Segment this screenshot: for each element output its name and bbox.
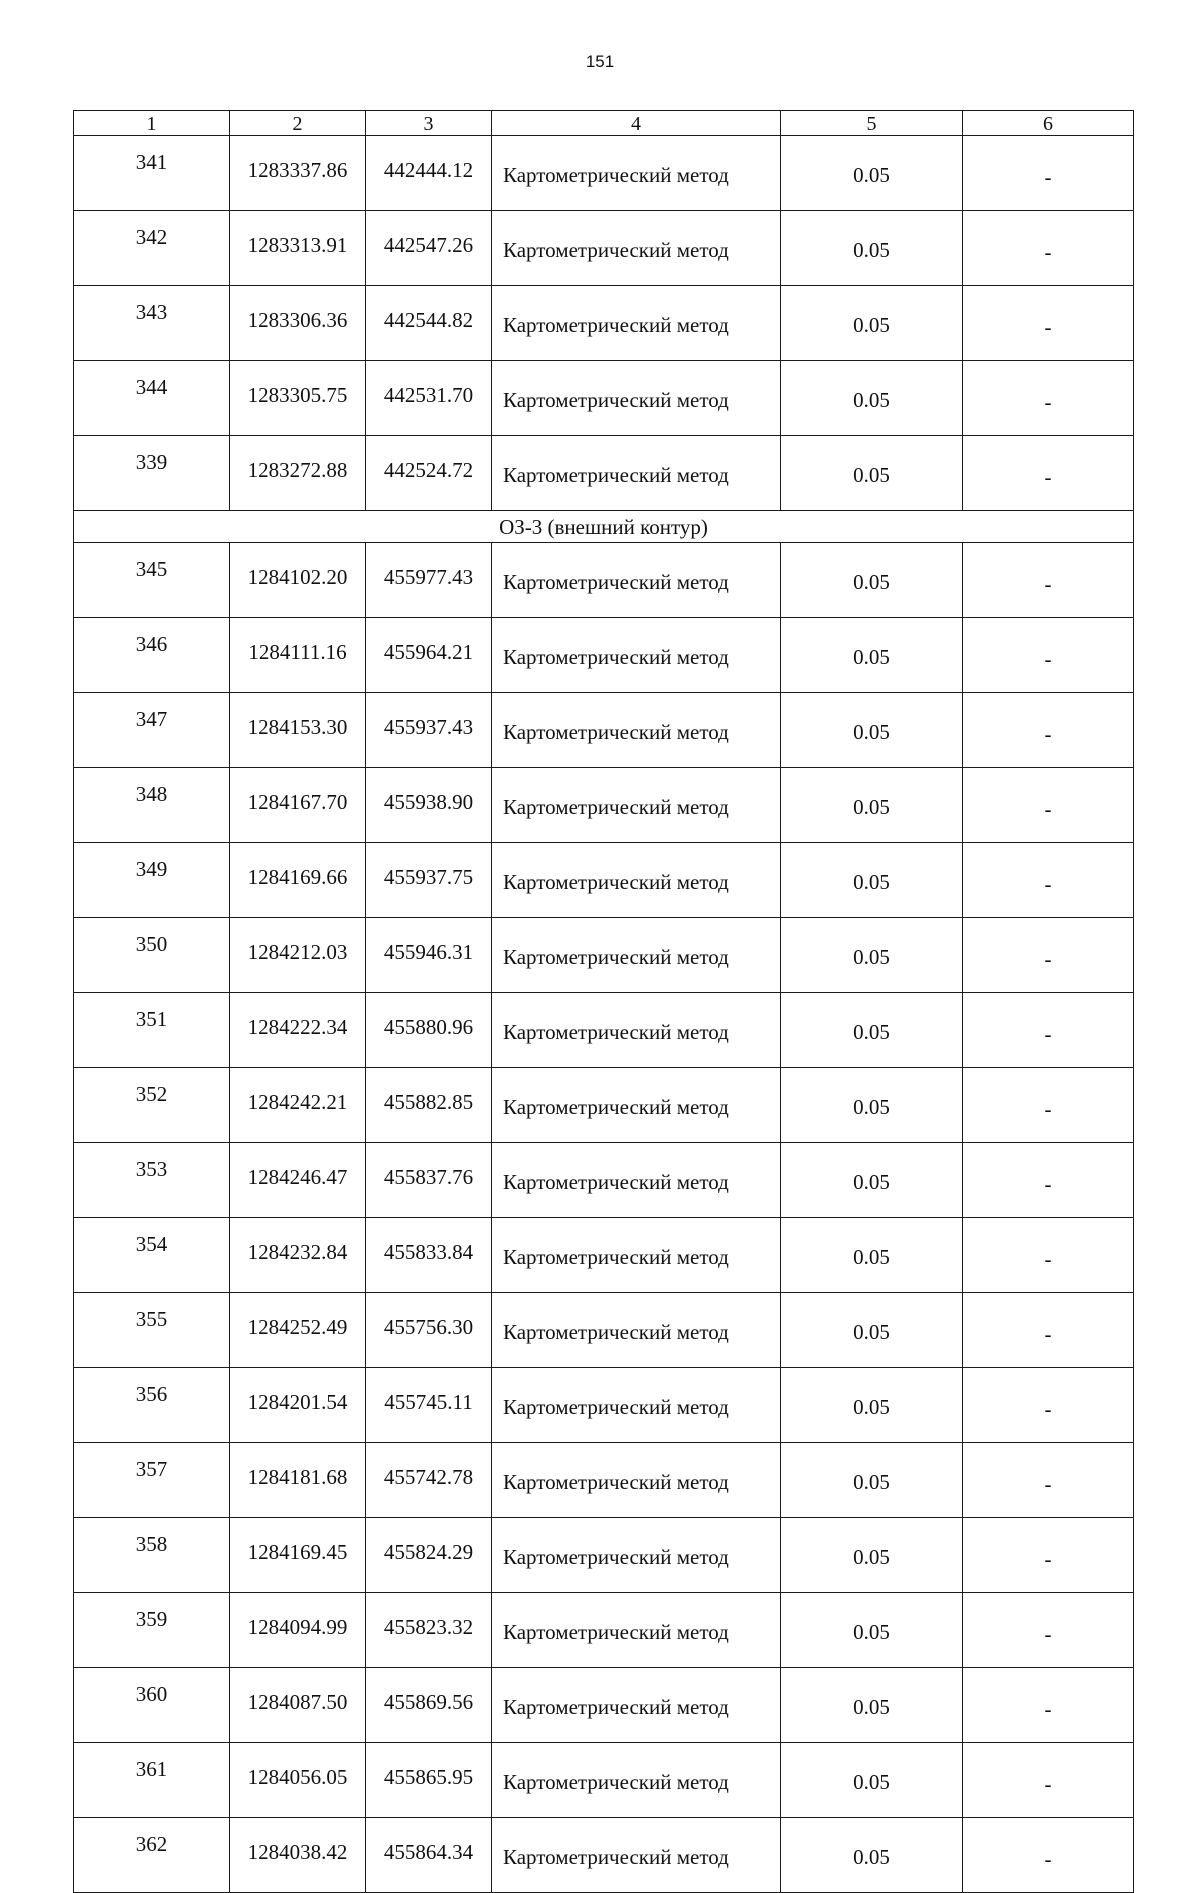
y-coordinate-cell: 455937.43 xyxy=(366,693,492,768)
y-coordinate-cell: 455977.43 xyxy=(366,543,492,618)
table-row xyxy=(74,618,1134,693)
method-cell: Картометрический метод xyxy=(492,543,781,618)
note-cell: - xyxy=(963,361,1134,436)
x-coordinate-cell: 1284111.16 xyxy=(230,618,366,693)
note-cell: - xyxy=(963,768,1134,843)
method-cell: Картометрический метод xyxy=(492,436,781,511)
note-cell: - xyxy=(963,1143,1134,1218)
y-coordinate-cell: 455937.75 xyxy=(366,843,492,918)
y-coordinate-cell: 442444.12 xyxy=(366,136,492,211)
note-cell: - xyxy=(963,1818,1134,1893)
accuracy-cell: 0.05 xyxy=(781,843,963,918)
note-cell: - xyxy=(963,543,1134,618)
point-number-cell: 341 xyxy=(74,136,230,211)
x-coordinate-cell: 1284094.99 xyxy=(230,1593,366,1668)
table-row xyxy=(74,918,1134,993)
method-cell: Картометрический метод xyxy=(492,843,781,918)
accuracy-cell: 0.05 xyxy=(781,618,963,693)
table-body xyxy=(74,111,1134,1893)
note-cell: - xyxy=(963,1368,1134,1443)
method-cell: Картометрический метод xyxy=(492,1293,781,1368)
point-number-cell: 355 xyxy=(74,1293,230,1368)
point-number-cell: 362 xyxy=(74,1818,230,1893)
method-cell: Картометрический метод xyxy=(492,693,781,768)
point-number-cell: 358 xyxy=(74,1518,230,1593)
accuracy-cell: 0.05 xyxy=(781,1143,963,1218)
point-number-cell: 339 xyxy=(74,436,230,511)
table-row xyxy=(74,361,1134,436)
y-coordinate-cell: 442524.72 xyxy=(366,436,492,511)
note-cell: - xyxy=(963,918,1134,993)
x-coordinate-cell: 1284222.34 xyxy=(230,993,366,1068)
method-cell: Картометрический метод xyxy=(492,1668,781,1743)
accuracy-cell: 0.05 xyxy=(781,286,963,361)
accuracy-cell: 0.05 xyxy=(781,1443,963,1518)
point-number-cell: 353 xyxy=(74,1143,230,1218)
method-cell: Картометрический метод xyxy=(492,1368,781,1443)
accuracy-cell: 0.05 xyxy=(781,1668,963,1743)
accuracy-cell: 0.05 xyxy=(781,768,963,843)
table-row xyxy=(74,993,1134,1068)
accuracy-cell: 0.05 xyxy=(781,693,963,768)
point-number-cell: 347 xyxy=(74,693,230,768)
x-coordinate-cell: 1284087.50 xyxy=(230,1668,366,1743)
method-cell: Картометрический метод xyxy=(492,918,781,993)
point-number-cell: 356 xyxy=(74,1368,230,1443)
section-title: ОЗ-3 (внешний контур) xyxy=(74,511,1134,543)
header-cell: 4 xyxy=(492,111,781,136)
point-number-cell: 354 xyxy=(74,1218,230,1293)
method-cell: Картометрический метод xyxy=(492,286,781,361)
point-number-cell: 357 xyxy=(74,1443,230,1518)
y-coordinate-cell: 455824.29 xyxy=(366,1518,492,1593)
header-cell: 1 xyxy=(74,111,230,136)
y-coordinate-cell: 455946.31 xyxy=(366,918,492,993)
x-coordinate-cell: 1283337.86 xyxy=(230,136,366,211)
x-coordinate-cell: 1284102.20 xyxy=(230,543,366,618)
method-cell: Картометрический метод xyxy=(492,1218,781,1293)
method-cell: Картометрический метод xyxy=(492,1743,781,1818)
point-number-cell: 342 xyxy=(74,211,230,286)
note-cell: - xyxy=(963,1068,1134,1143)
method-cell: Картометрический метод xyxy=(492,211,781,286)
note-cell: - xyxy=(963,1443,1134,1518)
page-number: 151 xyxy=(585,52,615,71)
method-cell: Картометрический метод xyxy=(492,618,781,693)
accuracy-cell: 0.05 xyxy=(781,136,963,211)
x-coordinate-cell: 1283313.91 xyxy=(230,211,366,286)
point-number-cell: 350 xyxy=(74,918,230,993)
header-cell: 6 xyxy=(963,111,1134,136)
table-row xyxy=(74,693,1134,768)
method-cell: Картометрический метод xyxy=(492,361,781,436)
y-coordinate-cell: 455964.21 xyxy=(366,618,492,693)
point-number-cell: 349 xyxy=(74,843,230,918)
method-cell: Картометрический метод xyxy=(492,1818,781,1893)
y-coordinate-cell: 455837.76 xyxy=(366,1143,492,1218)
table-row xyxy=(74,286,1134,361)
y-coordinate-cell: 442544.82 xyxy=(366,286,492,361)
table-row xyxy=(74,1218,1134,1293)
section-row xyxy=(74,511,1134,543)
note-cell: - xyxy=(963,693,1134,768)
accuracy-cell: 0.05 xyxy=(781,1068,963,1143)
method-cell: Картометрический метод xyxy=(492,1068,781,1143)
x-coordinate-cell: 1283306.36 xyxy=(230,286,366,361)
coordinates-table xyxy=(73,110,1134,1893)
note-cell: - xyxy=(963,993,1134,1068)
point-number-cell: 348 xyxy=(74,768,230,843)
point-number-cell: 345 xyxy=(74,543,230,618)
x-coordinate-cell: 1284038.42 xyxy=(230,1818,366,1893)
y-coordinate-cell: 455833.84 xyxy=(366,1218,492,1293)
accuracy-cell: 0.05 xyxy=(781,361,963,436)
accuracy-cell: 0.05 xyxy=(781,1593,963,1668)
y-coordinate-cell: 455938.90 xyxy=(366,768,492,843)
y-coordinate-cell: 455869.56 xyxy=(366,1668,492,1743)
point-number-cell: 344 xyxy=(74,361,230,436)
x-coordinate-cell: 1283305.75 xyxy=(230,361,366,436)
note-cell: - xyxy=(963,618,1134,693)
accuracy-cell: 0.05 xyxy=(781,1818,963,1893)
y-coordinate-cell: 455864.34 xyxy=(366,1818,492,1893)
table-row xyxy=(74,1068,1134,1143)
y-coordinate-cell: 455880.96 xyxy=(366,993,492,1068)
table-row xyxy=(74,1818,1134,1893)
x-coordinate-cell: 1284056.05 xyxy=(230,1743,366,1818)
point-number-cell: 346 xyxy=(74,618,230,693)
accuracy-cell: 0.05 xyxy=(781,918,963,993)
x-coordinate-cell: 1284242.21 xyxy=(230,1068,366,1143)
y-coordinate-cell: 442547.26 xyxy=(366,211,492,286)
method-cell: Картометрический метод xyxy=(492,1593,781,1668)
y-coordinate-cell: 455882.85 xyxy=(366,1068,492,1143)
accuracy-cell: 0.05 xyxy=(781,1293,963,1368)
y-coordinate-cell: 455823.32 xyxy=(366,1593,492,1668)
method-cell: Картометрический метод xyxy=(492,136,781,211)
table-row xyxy=(74,1593,1134,1668)
header-row xyxy=(74,111,1134,136)
table-row xyxy=(74,1143,1134,1218)
table-row xyxy=(74,543,1134,618)
method-cell: Картометрический метод xyxy=(492,1518,781,1593)
note-cell: - xyxy=(963,843,1134,918)
x-coordinate-cell: 1284252.49 xyxy=(230,1293,366,1368)
note-cell: - xyxy=(963,136,1134,211)
accuracy-cell: 0.05 xyxy=(781,1368,963,1443)
table-row xyxy=(74,1668,1134,1743)
table-row xyxy=(74,211,1134,286)
accuracy-cell: 0.05 xyxy=(781,993,963,1068)
x-coordinate-cell: 1284169.66 xyxy=(230,843,366,918)
table-row xyxy=(74,136,1134,211)
header-cell: 3 xyxy=(366,111,492,136)
method-cell: Картометрический метод xyxy=(492,1443,781,1518)
point-number-cell: 352 xyxy=(74,1068,230,1143)
note-cell: - xyxy=(963,286,1134,361)
accuracy-cell: 0.05 xyxy=(781,1218,963,1293)
accuracy-cell: 0.05 xyxy=(781,543,963,618)
accuracy-cell: 0.05 xyxy=(781,1743,963,1818)
y-coordinate-cell: 455745.11 xyxy=(366,1368,492,1443)
accuracy-cell: 0.05 xyxy=(781,211,963,286)
method-cell: Картометрический метод xyxy=(492,1143,781,1218)
point-number-cell: 360 xyxy=(74,1668,230,1743)
accuracy-cell: 0.05 xyxy=(781,1518,963,1593)
note-cell: - xyxy=(963,1668,1134,1743)
y-coordinate-cell: 455865.95 xyxy=(366,1743,492,1818)
method-cell: Картометрический метод xyxy=(492,768,781,843)
note-cell: - xyxy=(963,1293,1134,1368)
table-row xyxy=(74,843,1134,918)
point-number-cell: 343 xyxy=(74,286,230,361)
table-row xyxy=(74,1518,1134,1593)
note-cell: - xyxy=(963,211,1134,286)
point-number-cell: 359 xyxy=(74,1593,230,1668)
y-coordinate-cell: 455742.78 xyxy=(366,1443,492,1518)
y-coordinate-cell: 455756.30 xyxy=(366,1293,492,1368)
x-coordinate-cell: 1284212.03 xyxy=(230,918,366,993)
x-coordinate-cell: 1284246.47 xyxy=(230,1143,366,1218)
table-row xyxy=(74,1443,1134,1518)
x-coordinate-cell: 1283272.88 xyxy=(230,436,366,511)
point-number-cell: 351 xyxy=(74,993,230,1068)
note-cell: - xyxy=(963,1593,1134,1668)
method-cell: Картометрический метод xyxy=(492,993,781,1068)
note-cell: - xyxy=(963,1218,1134,1293)
table-row xyxy=(74,1293,1134,1368)
table-row xyxy=(74,436,1134,511)
x-coordinate-cell: 1284169.45 xyxy=(230,1518,366,1593)
header-cell: 2 xyxy=(230,111,366,136)
note-cell: - xyxy=(963,436,1134,511)
accuracy-cell: 0.05 xyxy=(781,436,963,511)
x-coordinate-cell: 1284232.84 xyxy=(230,1218,366,1293)
table-row xyxy=(74,1743,1134,1818)
note-cell: - xyxy=(963,1743,1134,1818)
table-row xyxy=(74,768,1134,843)
y-coordinate-cell: 442531.70 xyxy=(366,361,492,436)
x-coordinate-cell: 1284181.68 xyxy=(230,1443,366,1518)
header-cell: 5 xyxy=(781,111,963,136)
table-row xyxy=(74,1368,1134,1443)
x-coordinate-cell: 1284153.30 xyxy=(230,693,366,768)
x-coordinate-cell: 1284201.54 xyxy=(230,1368,366,1443)
point-number-cell: 361 xyxy=(74,1743,230,1818)
x-coordinate-cell: 1284167.70 xyxy=(230,768,366,843)
note-cell: - xyxy=(963,1518,1134,1593)
